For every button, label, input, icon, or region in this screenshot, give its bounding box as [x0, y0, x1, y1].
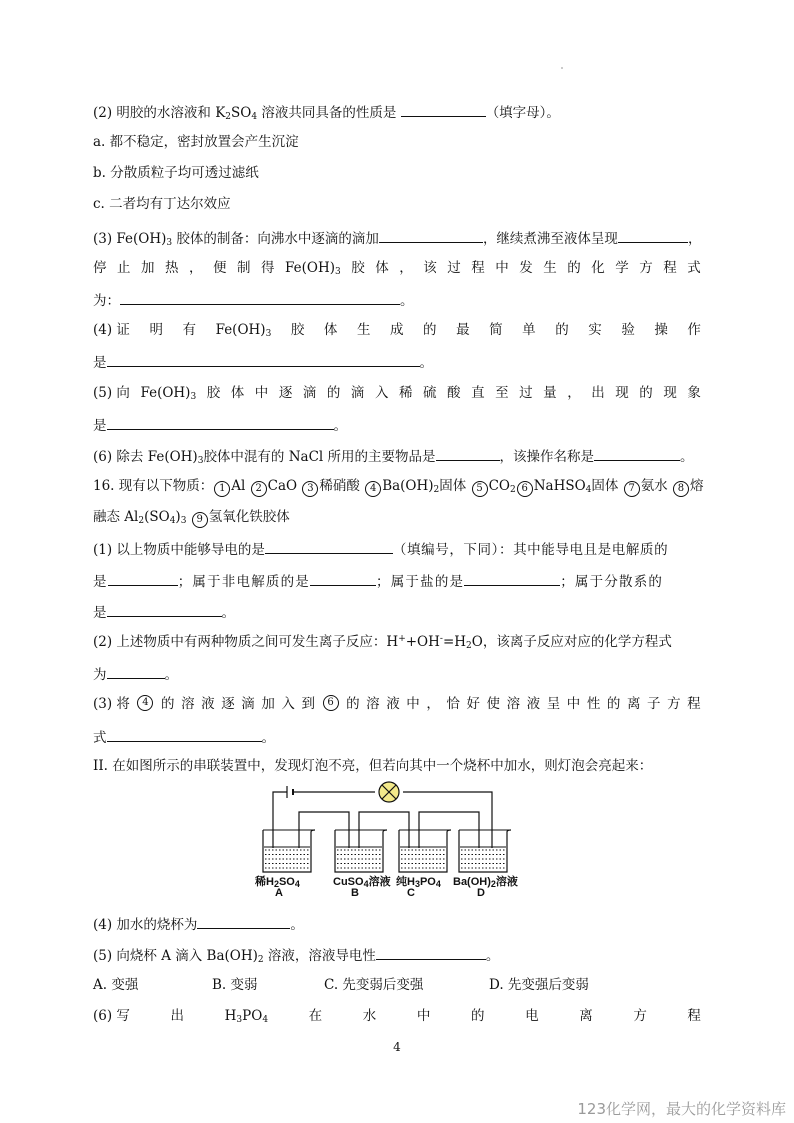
word: 体 — [323, 322, 338, 338]
formula-feoh3: $Fe(OH)_3$ — [140, 385, 197, 402]
q16-p2-sub: 2 — [466, 641, 472, 651]
substance-item: CaO — [267, 478, 298, 494]
q16-p2-sup1: + — [398, 634, 406, 644]
word: 使 — [486, 696, 501, 712]
word: 方 — [639, 260, 653, 276]
label-sub: 4 — [363, 879, 369, 889]
circled-number-1: 1 — [214, 481, 230, 497]
beaker-label-c: 纯$H_3PO_4$ — [396, 876, 441, 889]
q3-line3 — [93, 290, 414, 310]
beaker-label-a: 稀$H_2SO_4$ — [255, 876, 300, 889]
choice-b[interactable]: B. 变弱 — [212, 977, 258, 993]
formula-sub: 4 — [262, 1015, 269, 1025]
q16-l2-sub2: 4 — [169, 516, 176, 526]
q16-l2-text-d: 氢氧化铁胶体 — [208, 509, 290, 525]
word: (6) 写 — [93, 1008, 130, 1024]
part2-q5-sub: 2 — [257, 955, 264, 965]
q16-p3-end: 。 — [261, 730, 275, 746]
q6-text-a: (6) 除去 Fe(OH) — [93, 449, 198, 465]
word: 加 — [261, 696, 275, 712]
word: 实 — [588, 322, 602, 338]
q16-p2-blank[interactable] — [107, 664, 165, 679]
q16-p3-text: 式 — [93, 730, 107, 746]
part2-q5-blank[interactable] — [376, 945, 486, 960]
word: 滴 — [350, 385, 365, 401]
q5-line1 — [93, 384, 701, 402]
q3-blank-2[interactable] — [618, 228, 688, 243]
word: 便 — [213, 260, 227, 276]
word: 胶 — [206, 385, 221, 401]
word: 滴 — [302, 385, 317, 401]
beaker-letter-c: C — [407, 887, 415, 899]
q3-blank-1[interactable] — [379, 228, 483, 243]
circled-number-5: 5 — [472, 481, 488, 497]
substance-item: $CO_2$ — [488, 478, 516, 495]
word: 呈 — [546, 696, 561, 712]
word: ， — [399, 260, 413, 276]
word: 生 — [543, 260, 557, 276]
word: 最 — [456, 322, 470, 338]
word: 中 — [495, 260, 509, 276]
q16-p2-text-d: O，该离子反应对应的化学方程式 — [471, 634, 672, 650]
word: 入 — [374, 385, 389, 401]
q2-text-d: （填字母）。 — [485, 105, 560, 121]
q3-sub: 3 — [166, 238, 173, 248]
word: 性 — [586, 696, 601, 712]
word: 直 — [471, 385, 485, 401]
q3-l3-text: 为： — [93, 293, 120, 309]
q16-p2-sup2: - — [439, 634, 443, 644]
q16-p3-line2 — [93, 727, 275, 747]
q3-l3-end: 。 — [400, 293, 414, 309]
q3-text-b: 胶体的制备：向沸水中逐滴的滴加 — [172, 231, 379, 247]
q4-l2-end: 。 — [419, 355, 433, 371]
q3-line1 — [93, 228, 701, 248]
q16-p3-line1 — [93, 695, 701, 713]
q6-text-c: ，该操作名称是 — [499, 449, 595, 465]
q6-sub: 3 — [197, 456, 204, 466]
beaker-label-b: CuSO$_4$溶液 — [333, 876, 391, 889]
word: 中 — [406, 696, 420, 712]
formula-feoh3: $Fe(OH)_3$ — [285, 260, 341, 277]
q6-blank-1[interactable] — [436, 446, 500, 461]
q2-option-c: c. 二者均有丁达尔效应 — [93, 196, 231, 212]
word: 溶 — [506, 696, 521, 712]
word: 简 — [489, 322, 503, 338]
word: 作 — [687, 322, 701, 338]
beaker-label-d: $Ba(OH)_2$溶液 — [453, 876, 518, 889]
q16-p1-text-d: ；属于非电解质的是 — [177, 574, 311, 590]
circled-number-6: 6 — [517, 481, 533, 497]
word: 的 — [470, 1008, 485, 1024]
word: (4) 证 — [93, 322, 130, 338]
word: 操 — [654, 322, 668, 338]
q16-p1-blank-3[interactable] — [310, 571, 376, 586]
word: 逐 — [278, 385, 293, 401]
q4-blank[interactable] — [107, 352, 420, 367]
part2-q4-text: (4) 加水的烧杯为 — [93, 917, 198, 933]
word: 中 — [566, 696, 581, 712]
part2-q5-text-a: (5) 向烧杯 A 滴入 Ba(OH) — [93, 948, 258, 964]
circled-number-2: 2 — [251, 481, 267, 497]
word: 得 — [261, 260, 275, 276]
q2-option-b: b. 分散质粒子均可透过滤纸 — [93, 165, 259, 181]
word: 加 — [141, 260, 155, 276]
word: 的 — [326, 385, 341, 401]
label-sub: 4 — [435, 879, 441, 889]
q2-text-b: SO — [231, 105, 252, 121]
beaker-letter-b: B — [351, 887, 359, 899]
q16-p2-text-b: +OH — [405, 634, 440, 650]
part2-q4-end: 。 — [290, 917, 304, 933]
word: ， — [567, 385, 581, 401]
q3-text-d: ， — [687, 231, 702, 247]
word: 胶 — [290, 322, 305, 338]
part2-q4 — [93, 914, 304, 934]
choice-a[interactable]: A. 变强 — [93, 977, 139, 993]
beaker-d — [459, 830, 511, 872]
q5-line2 — [93, 415, 347, 435]
word: 成 — [389, 322, 404, 338]
substance-item: $Ba(OH)_2$固体 — [382, 478, 467, 495]
word: 液 — [386, 696, 400, 712]
q4-line2 — [93, 352, 433, 372]
word: 在 — [308, 1008, 323, 1024]
word: 酸 — [447, 385, 461, 401]
q16-p1-blank-4[interactable] — [464, 571, 560, 586]
word: 入 — [281, 696, 295, 712]
label-sub: 2 — [490, 879, 496, 889]
word: 的 — [161, 696, 175, 712]
q16-p1-text-f: ；属于分散系的 — [560, 574, 664, 590]
word: 硫 — [423, 385, 437, 401]
beaker-c — [399, 830, 451, 872]
circled-number-6: 6 — [323, 695, 339, 711]
watermark: 123化学网，最大的化学资料库 — [577, 1100, 786, 1118]
word: 停 — [93, 260, 107, 276]
q6-text-b: 胶体中混有的 NaCl 所用的主要物品是 — [203, 449, 436, 465]
part2-q5-end: 。 — [485, 948, 500, 964]
circled-number-9: 9 — [192, 512, 208, 528]
word: 方 — [633, 1008, 647, 1024]
formula-h3po4: $H_3PO_4$ — [224, 1008, 269, 1025]
word: 该 — [423, 260, 437, 276]
substance-item: 稀硝酸 — [319, 478, 360, 494]
word: 体 — [375, 260, 389, 276]
word: 验 — [621, 322, 635, 338]
word: 滴 — [241, 696, 255, 712]
word: 生 — [356, 322, 371, 338]
word: 至 — [495, 385, 509, 401]
q16-p1-text-c: 是 — [93, 574, 108, 590]
q3-text-c: ，继续煮沸至液体呈现 — [482, 231, 618, 247]
q2-text-c: 溶液共同具备的性质是 — [257, 105, 401, 121]
word: 方 — [667, 696, 681, 712]
q6-text-d: 。 — [680, 449, 694, 465]
word: 化 — [591, 260, 605, 276]
formula-sub: 3 — [236, 1015, 243, 1025]
word: 的 — [555, 322, 569, 338]
substance-sub: 2 — [433, 485, 440, 495]
word: 明 — [149, 322, 163, 338]
part2-q4-blank[interactable] — [197, 914, 290, 929]
choice-d[interactable]: D. 先变强后变弱 — [489, 977, 589, 993]
circled-number-8: 8 — [673, 481, 689, 497]
formula-feoh3-sub: 3 — [265, 329, 272, 339]
q16-p1-blank-1[interactable] — [265, 539, 393, 554]
q16-p2-line1 — [93, 633, 672, 651]
word: 的 — [606, 696, 621, 712]
q16-p1-line2 — [93, 571, 663, 591]
word: 程 — [663, 260, 677, 276]
label-sub: 3 — [414, 879, 420, 889]
word: 现 — [663, 385, 677, 401]
word: 子 — [647, 696, 661, 712]
part2-intro: II. 在如图所示的串联装置中，发现灯泡不亮，但若向其中一个烧杯中加水，则灯泡会亮起来： — [93, 758, 653, 774]
word: 制 — [237, 260, 251, 276]
substance-item: 熔 — [689, 478, 704, 494]
substance-item: NaHSO$_4$固体 — [533, 478, 619, 495]
circled-number-4: 4 — [137, 695, 153, 711]
q5-l2-text: 是 — [93, 418, 107, 434]
circled-number-4: 4 — [365, 481, 381, 497]
word: 离 — [626, 696, 641, 712]
word: 溶 — [366, 696, 380, 712]
word: 出 — [170, 1008, 185, 1024]
q16-p1-text-b: （填编号，下同）：其中能导电且是电解质的 — [392, 542, 669, 558]
word: 液 — [526, 696, 541, 712]
formula-feoh3-sub: 3 — [190, 392, 197, 402]
beaker-letter-d: D — [477, 887, 485, 899]
q16-l2-text-a: 融态 Al — [93, 509, 139, 525]
q5-l2-end: 。 — [333, 418, 347, 434]
word: 单 — [522, 322, 536, 338]
q6-blank-2[interactable] — [594, 446, 680, 461]
word: 中 — [254, 385, 269, 401]
word: 到 — [301, 696, 315, 712]
substance-sub: 2 — [509, 485, 516, 495]
word: 液 — [201, 696, 215, 712]
word: 溶 — [181, 696, 195, 712]
part2-q5-text-b: 溶液，溶液导电性 — [263, 948, 376, 964]
word: 水 — [362, 1008, 377, 1024]
q2-answer-blank[interactable] — [401, 102, 486, 117]
word: 程 — [687, 696, 701, 712]
q16-line1 — [93, 477, 703, 497]
word: 现 — [615, 385, 629, 401]
q2-sub2: 4 — [251, 112, 258, 122]
q5-blank[interactable] — [107, 415, 334, 430]
part2-q5 — [93, 945, 499, 965]
substance-item: Al — [231, 478, 246, 494]
word: ， — [189, 260, 203, 276]
word: ， — [426, 696, 440, 712]
word: 过 — [519, 385, 533, 401]
word: 量 — [543, 385, 557, 401]
word: 好 — [466, 696, 480, 712]
word: 有 — [182, 322, 197, 338]
q2-option-a: a. 都不稳定，密封放置会产生沉淀 — [93, 134, 299, 150]
speck — [561, 67, 563, 69]
label-sub: 4 — [294, 879, 300, 889]
beaker-letter-a: A — [275, 887, 283, 899]
substance-sub: 4 — [585, 485, 592, 495]
q16-p1-line3 — [93, 602, 235, 622]
word: 的 — [639, 385, 653, 401]
word: 逐 — [221, 696, 235, 712]
q16-p1-text-a: (1) 以上物质中能够导电的是 — [93, 542, 265, 558]
word: 电 — [525, 1008, 539, 1024]
word: 胶 — [351, 260, 365, 276]
word: 稀 — [398, 385, 413, 401]
circled-number-7: 7 — [624, 481, 640, 497]
word: 过 — [447, 260, 461, 276]
q16-l2-text-b: (SO — [144, 509, 170, 525]
q16-p1-blank-2[interactable] — [108, 571, 178, 586]
substance-item: 氨水 — [640, 478, 668, 494]
word: 恰 — [446, 696, 460, 712]
word: 程 — [687, 1008, 701, 1024]
word: 出 — [591, 385, 605, 401]
word: 的 — [346, 696, 360, 712]
q6-line — [93, 446, 694, 466]
q16-p2-line2 — [93, 664, 178, 684]
q16-p1-text-g: 是 — [93, 605, 107, 621]
label-sub: 2 — [273, 879, 279, 889]
word: (5) 向 — [93, 385, 130, 401]
word: 学 — [615, 260, 629, 276]
choice-c[interactable]: C. 先变弱后变强 — [324, 977, 424, 993]
q16-p1-text-e: ；属于盐的是 — [376, 574, 465, 590]
part2-q6 — [93, 1007, 701, 1025]
q4-l2-text: 是 — [93, 355, 107, 371]
word: 式 — [687, 260, 701, 276]
q3-blank-3[interactable] — [120, 290, 400, 305]
word: 发 — [519, 260, 533, 276]
word: 中 — [416, 1008, 431, 1024]
bulb-icon — [379, 782, 399, 802]
q16-p2-text-a: (2) 上述物质中有两种物质之间可发生离子反应：H — [93, 634, 399, 650]
q16-l2-text-c: ) — [175, 509, 181, 525]
word: 体 — [230, 385, 245, 401]
q16-p1-text-h: 。 — [221, 605, 235, 621]
q16-p3-blank[interactable] — [107, 727, 262, 742]
q16-line2 — [93, 508, 290, 528]
circled-number-3: 3 — [302, 481, 318, 497]
q2-sub1: 2 — [225, 112, 232, 122]
q16-p1-line1 — [93, 539, 668, 559]
circuit-diagram — [255, 780, 545, 900]
q2-text-a: (2) 明胶的水溶液和 K — [93, 105, 226, 121]
q2-stem — [93, 102, 560, 122]
q16-intro: 16. 现有以下物质： — [93, 478, 214, 494]
word: 的 — [423, 322, 437, 338]
word: 止 — [117, 260, 131, 276]
q16-l2-sub1: 2 — [138, 516, 145, 526]
q16-p2-text-f: 。 — [164, 667, 178, 683]
beaker-a — [263, 830, 315, 872]
beaker-b — [335, 830, 387, 872]
page-number: 4 — [393, 1040, 401, 1054]
q16-p1-blank-5[interactable] — [107, 602, 222, 617]
q16-p2-text-c: =H — [442, 634, 467, 650]
q16-l2-sub3: 3 — [180, 516, 187, 526]
q16-p2-text-e: 为 — [93, 667, 107, 683]
formula-feoh3-sub: 3 — [335, 267, 341, 277]
word: 离 — [579, 1008, 593, 1024]
wire-left — [273, 792, 287, 855]
word: (3) 将 — [93, 696, 130, 712]
q3-line2 — [93, 259, 701, 277]
q3-text-a: (3) Fe(OH) — [93, 231, 167, 247]
word: 热 — [165, 260, 179, 276]
formula-feoh3: $Fe(OH)_3$ — [215, 322, 272, 339]
word: 象 — [687, 385, 701, 401]
word: 程 — [471, 260, 485, 276]
word: 的 — [567, 260, 581, 276]
q4-line1 — [93, 321, 701, 339]
